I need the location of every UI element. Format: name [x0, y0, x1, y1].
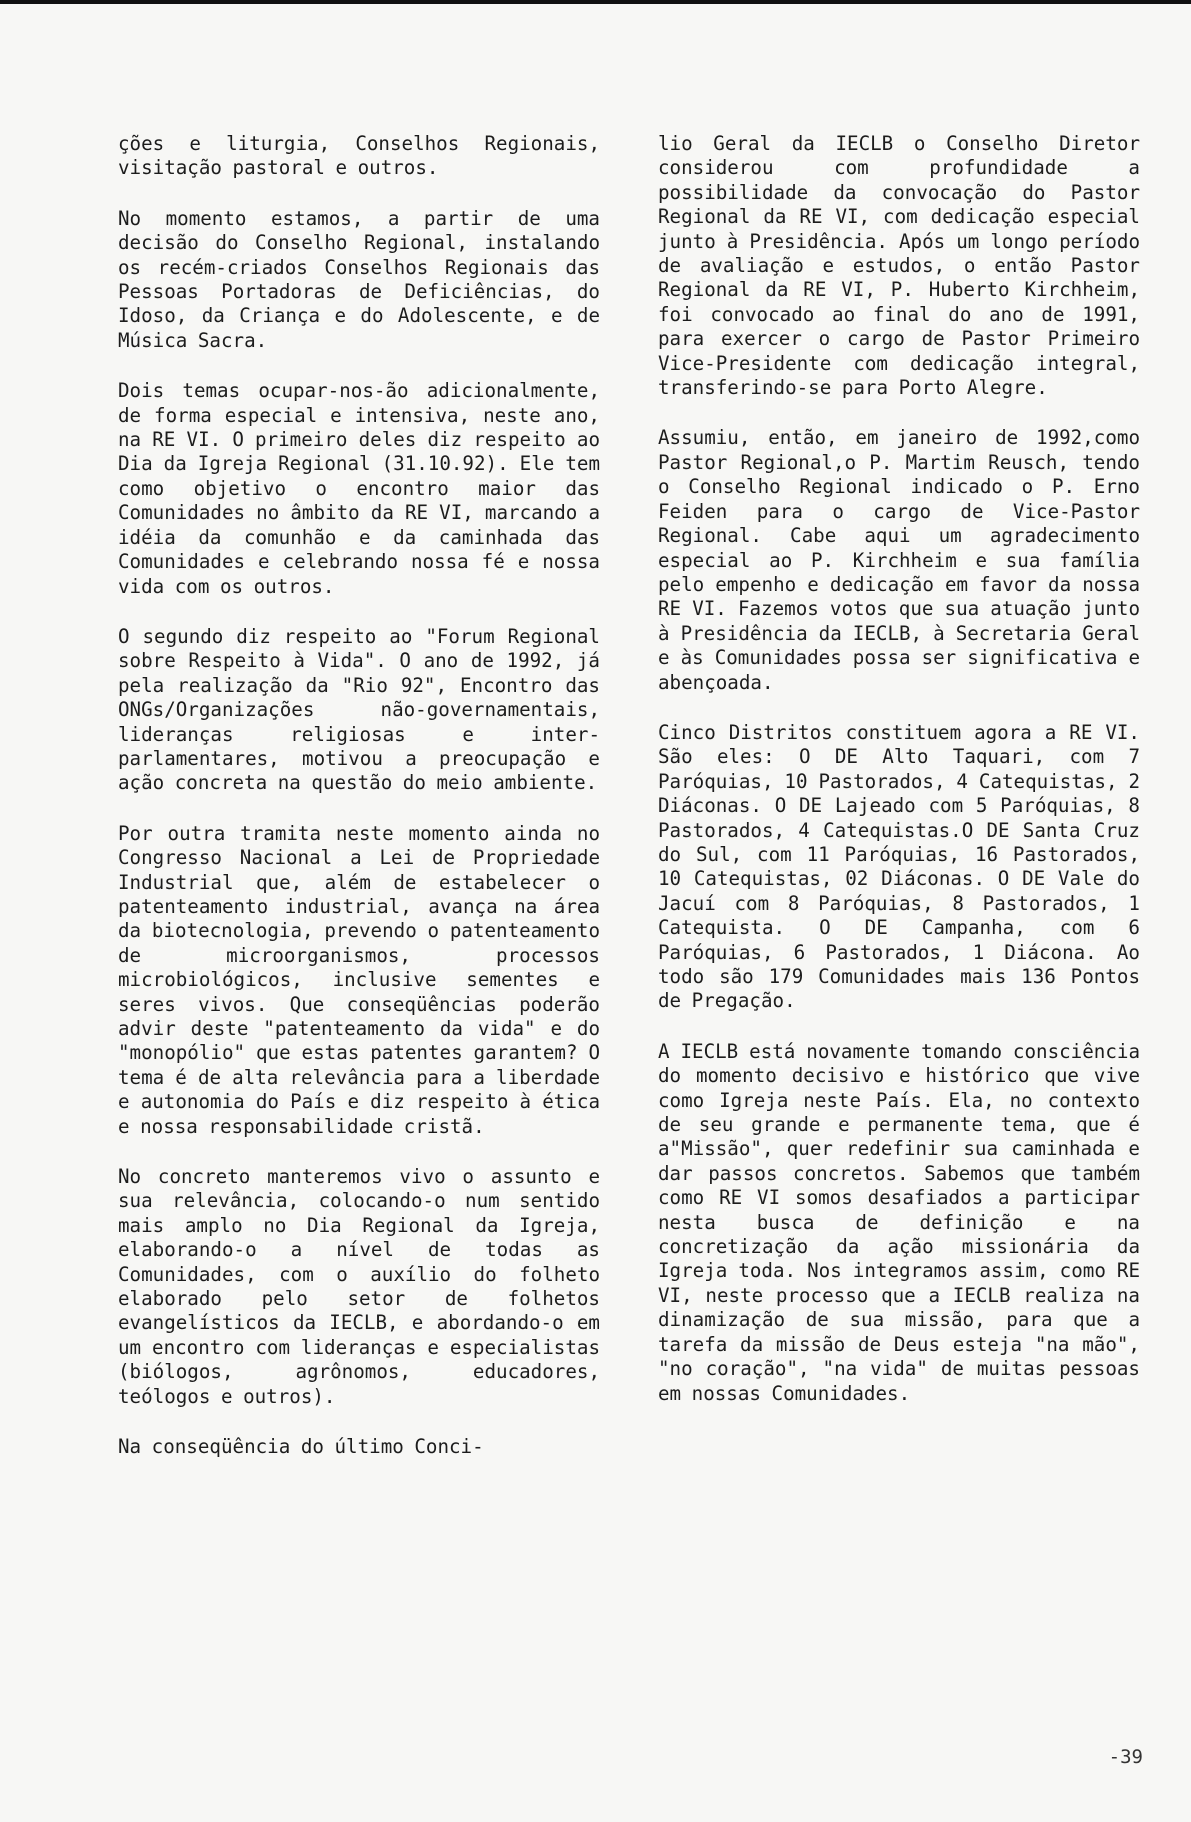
paragraph: O segundo diz respeito ao "Forum Regional sobre Respeito à Vida". O ano de 1992, já pela realização da "Rio 92", Encontro das ONGs/Organizações não-governamentais, lideranças religiosas e inter-parlamentares, motivou a preocupação e ação concreta na questão do meio ambiente. — [118, 624, 600, 795]
paragraph: A IECLB está novamente tomando consciência do momento decisivo e histórico que vive como Igreja neste País. Ela, no contexto de seu grande e permanente tema, que é a"Missão", quer redefinir sua caminhada e dar passos concretos. Sabemos que também como RE VI somos desafiados a participar nesta busca de definição e na concretização da ação missionária da Igreja toda. Nos integramos assim, como RE VI, neste processo que a IECLB realiza na dinamização de sua missão, para que a tarefa da missão de Deus esteja "na mão", "no coração", "na vida" de muitas pessoas em nossas Comunidades. — [658, 1039, 1140, 1405]
paragraph: Dois temas ocupar-nos-ão adicionalmente, de forma especial e intensiva, neste ano, na RE VI. O primeiro deles diz respeito ao Dia da Igreja Regional (31.10.92). Ele tem como objetivo o encontro maior das Comunidades no âmbito da RE VI, marcando a idéia da comunhão e da caminhada das Comunidades e celebrando nossa fé e nossa vida com os outros. — [118, 379, 600, 598]
paragraph: Cinco Distritos constituem agora a RE VI. São eles: O DE Alto Taquari, com 7 Paróquias, 10 Pastorados, 4 Catequistas, 2 Diáconas. O DE Lajeado com 5 Paróquias, 8 Pastorados, 4 Catequistas.O DE Santa Cruz do Sul, com 11 Paróquias, 16 Pastorados, 10 Catequistas, 02 Diáconas. O DE Vale do Jacuí com 8 Paróquias, 8 Pastorados, 1 Catequista. O DE Campanha, com 6 Paróquias, 6 Pastorados, 1 Diácona. Ao todo são 179 Comunidades mais 136 Pontos de Pregação. — [658, 720, 1140, 1013]
paragraph: Assumiu, então, em janeiro de 1992,como Pastor Regional,o P. Martim Reusch, tendo o Conselho Regional indicado o P. Erno Feiden para o cargo de Vice-Pastor Regional. Cabe aqui um agradecimento especial ao P. Kirchheim e sua família pelo empenho e dedicação em favor da nossa RE VI. Fazemos votos que sua atuação junto à Presidência da IECLB, à Secretaria Geral e às Comunidades possa ser significativa e abençoada. — [658, 426, 1140, 694]
paragraph: No momento estamos, a partir de uma decisão do Conselho Regional, instalando os recém-criados Conselhos Regionais das Pessoas Portadoras de Deficiências, do Idoso, da Criança e do Adolescente, e de Música Sacra. — [118, 206, 600, 352]
right-column — [658, 132, 1140, 1712]
document-page — [118, 132, 1140, 1712]
page-number: -39 — [1108, 1746, 1143, 1768]
paragraph: ções e liturgia, Conselhos Regionais, visitação pastoral e outros. — [118, 132, 600, 180]
paragraph: Por outra tramita neste momento ainda no Congresso Nacional a Lei de Propriedade Industrial que, além de estabelecer o patenteamento industrial, avança na área da biotecnologia, prevendo o patenteamento de microorganismos, processos microbiológicos, inclusive sementes e seres vivos. Que conseqüências poderão advir deste "patenteamento da vida" e do "monopólio" que estas patentes garantem? O tema é de alta relevância para a liberdade e autonomia do País e diz respeito à ética e nossa responsabilidade cristã. — [118, 821, 600, 1138]
scan-top-edge — [0, 0, 1191, 4]
paragraph: No concreto manteremos vivo o assunto e sua relevância, colocando-o num sentido mais amplo no Dia Regional da Igreja, elaborando-o a nível de todas as Comunidades, com o auxílio do folheto elaborado pelo setor de folhetos evangelísticos da IECLB, e abordando-o em um encontro com lideranças e especialistas (biólogos, agrônomos, educadores, teólogos e outros). — [118, 1165, 600, 1408]
paragraph: Na conseqüência do último Conci- — [118, 1435, 484, 1459]
left-column — [118, 132, 600, 1712]
paragraph: lio Geral da IECLB o Conselho Diretor considerou com profundidade a possibilidade da convocação do Pastor Regional da RE VI, com dedicação especial junto à Presidência. Após um longo período de avaliação e estudos, o então Pastor Regional da RE VI, P. Huberto Kirchheim, foi convocado ao final do ano de 1991, para exercer o cargo de Pastor Primeiro Vice-Presidente com dedicação integral, transferindo-se para Porto Alegre. — [658, 132, 1140, 400]
